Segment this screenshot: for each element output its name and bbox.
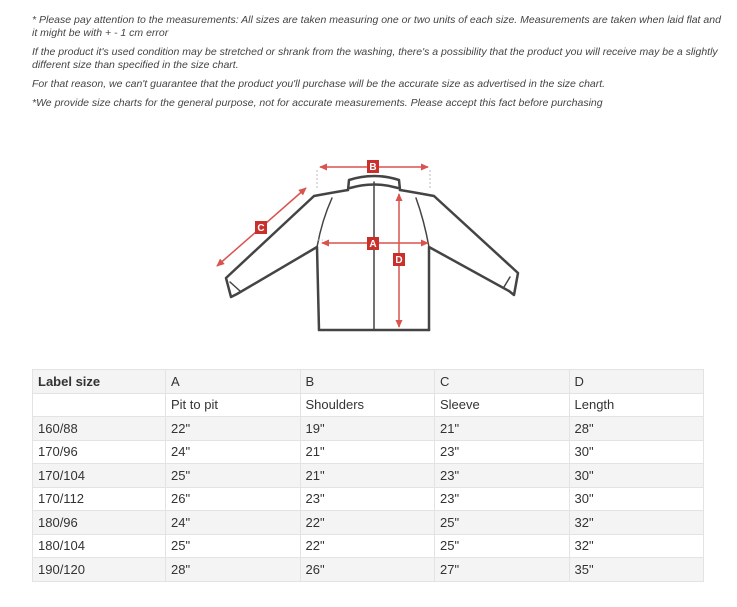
subheader-sleeve: Sleeve: [435, 393, 570, 417]
cell-label-size: 170/104: [33, 464, 166, 488]
svg-text:B: B: [369, 162, 377, 173]
note-general-purpose: *We provide size charts for the general purpose, not for accurate measurements. Please accept this fact before purchasing: [32, 97, 603, 109]
cell-sleeve: 23": [435, 487, 570, 511]
cell-label-size: 160/88: [33, 417, 166, 441]
subheader-label-size: [33, 393, 166, 417]
cell-sleeve: 23": [435, 440, 570, 464]
header-a: A: [166, 370, 301, 394]
svg-text:A: A: [369, 239, 377, 250]
cell-pit-to-pit: 24": [166, 440, 301, 464]
cell-shoulders: 22": [300, 534, 435, 558]
cell-shoulders: 26": [300, 558, 435, 582]
marker-b: [367, 160, 379, 173]
cell-length: 30": [569, 464, 704, 488]
cell-length: 32": [569, 511, 704, 535]
svg-text:D: D: [395, 255, 403, 266]
note-measurement-error: * Please pay attention to the measurements: All sizes are taken measuring one or two units of each size. Measurements are taken when laid flat and it might be with + - 1 cm error: [32, 14, 721, 39]
cell-shoulders: 22": [300, 511, 435, 535]
cell-shoulders: 19": [300, 417, 435, 441]
note-no-guarantee: For that reason, we can't guarantee that the product you'll purchase will be the accurate size as advertised in the size chart.: [32, 78, 606, 90]
cell-sleeve: 23": [435, 464, 570, 488]
subheader-length: Length: [569, 393, 704, 417]
header-b: B: [300, 370, 435, 394]
cell-length: 30": [569, 487, 704, 511]
cell-label-size: 170/96: [33, 440, 166, 464]
cell-length: 28": [569, 417, 704, 441]
table-row: [33, 417, 704, 441]
table-subheader-row: [33, 393, 704, 417]
table-row: [33, 558, 704, 582]
note-used-condition: If the product it's used condition may be stretched or shrank from the washing, there's a possibility that the product you will receive may be a slightly different size than specified in the size chart.: [32, 46, 718, 71]
cell-shoulders: 23": [300, 487, 435, 511]
cell-pit-to-pit: 25": [166, 464, 301, 488]
cell-sleeve: 27": [435, 558, 570, 582]
cell-sleeve: 21": [435, 417, 570, 441]
cell-shoulders: 21": [300, 464, 435, 488]
header-c: C: [435, 370, 570, 394]
table-row: [33, 487, 704, 511]
jacket-outline: [226, 176, 518, 330]
table-row: [33, 464, 704, 488]
cell-pit-to-pit: 26": [166, 487, 301, 511]
cell-label-size: 170/112: [33, 487, 166, 511]
subheader-pit-to-pit: Pit to pit: [166, 393, 301, 417]
marker-a: [367, 237, 379, 250]
jacket-details: [230, 182, 510, 330]
cell-length: 30": [569, 440, 704, 464]
header-d: D: [569, 370, 704, 394]
jacket-measurement-diagram: [200, 150, 540, 350]
cell-pit-to-pit: 24": [166, 511, 301, 535]
cell-label-size: 180/104: [33, 534, 166, 558]
marker-c: [255, 221, 267, 234]
cell-length: 35": [569, 558, 704, 582]
cell-pit-to-pit: 22": [166, 417, 301, 441]
size-chart-table: [32, 369, 704, 582]
cell-sleeve: 25": [435, 511, 570, 535]
table-header-row: [33, 370, 704, 394]
header-label-size: Label size: [33, 370, 166, 394]
table-row: [33, 534, 704, 558]
marker-d: [393, 253, 405, 266]
svg-text:C: C: [257, 223, 265, 234]
cell-length: 32": [569, 534, 704, 558]
cell-sleeve: 25": [435, 534, 570, 558]
cell-pit-to-pit: 28": [166, 558, 301, 582]
table-row: [33, 440, 704, 464]
cell-pit-to-pit: 25": [166, 534, 301, 558]
cell-label-size: 180/96: [33, 511, 166, 535]
cell-shoulders: 21": [300, 440, 435, 464]
cell-label-size: 190/120: [33, 558, 166, 582]
subheader-shoulders: Shoulders: [300, 393, 435, 417]
measurement-notes: [32, 14, 722, 116]
table-row: [33, 511, 704, 535]
